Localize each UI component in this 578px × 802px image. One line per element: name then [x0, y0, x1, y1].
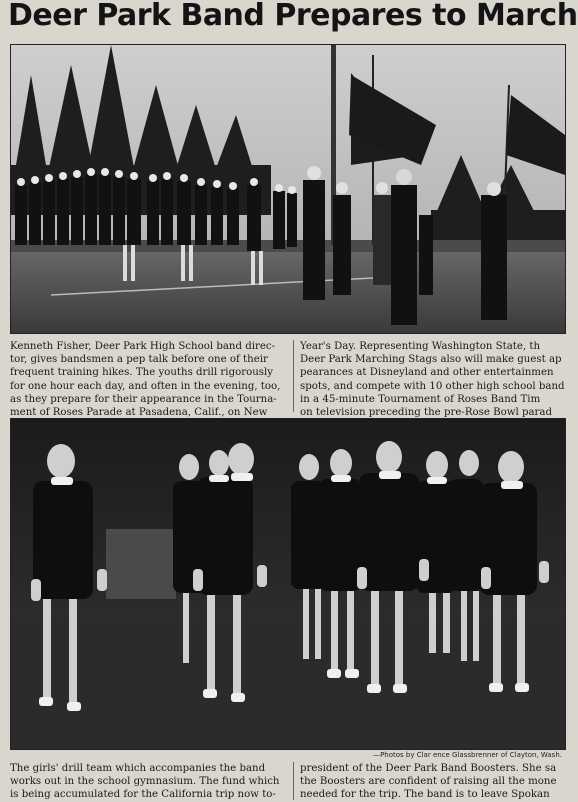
caption-line: ment of Roses Parade at Pasadena, Calif., on New [10, 407, 268, 419]
caption-line: as they prepare for their appearance in the Tourna- [10, 393, 277, 405]
caption-line: frequent training hikes. The youths drill rigorously [10, 367, 274, 379]
caption-line: The girls' drill team which accompanies the band [10, 763, 266, 774]
caption-line: Year's Day. Representing Washington State, th [300, 341, 541, 352]
caption-bottom-right [300, 762, 570, 800]
headline [0, 0, 578, 40]
caption-line: president of the Deer Park Band Boosters. She sa [300, 763, 557, 774]
column-divider [293, 762, 294, 800]
caption-line: spots, and compete with 10 other high school band [300, 380, 565, 392]
caption-top-right [300, 340, 570, 419]
drill-team-photo [10, 418, 566, 750]
caption-line: for one hour each day, and often in the evening, too, [10, 380, 281, 392]
caption-top-left [10, 340, 286, 419]
caption-line: needed for the trip. The band is to leave Spokan [300, 789, 550, 801]
column-divider [293, 340, 294, 412]
photo-credit: —Photos by Clar ence Glassbrenner of Clayton, Wash. [373, 751, 562, 759]
headline-text: Deer Park Band Prepares to March [8, 0, 578, 33]
caption-line: Kenneth Fisher, Deer Park High School band direc- [10, 341, 276, 352]
caption-line: Deer Park Marching Stags also will make guest ap [300, 354, 562, 366]
caption-line: in a 45-minute Tournament of Roses Band Tim [300, 393, 541, 405]
caption-bottom-left [10, 762, 286, 800]
caption-line: works out in the school gymnasium. The fund which [10, 776, 280, 788]
caption-line: on television preceding the pre-Rose Bowl parad [300, 407, 553, 419]
caption-line: is being accumulated for the California trip now to- [10, 789, 276, 801]
caption-line: tor, gives bandsmen a pep talk before one of their [10, 354, 268, 366]
caption-line: the Boosters are confident of raising all the mone [300, 776, 557, 788]
band-photo [10, 44, 566, 334]
caption-line: pearances at Disneyland and other entertainmen [300, 367, 554, 379]
